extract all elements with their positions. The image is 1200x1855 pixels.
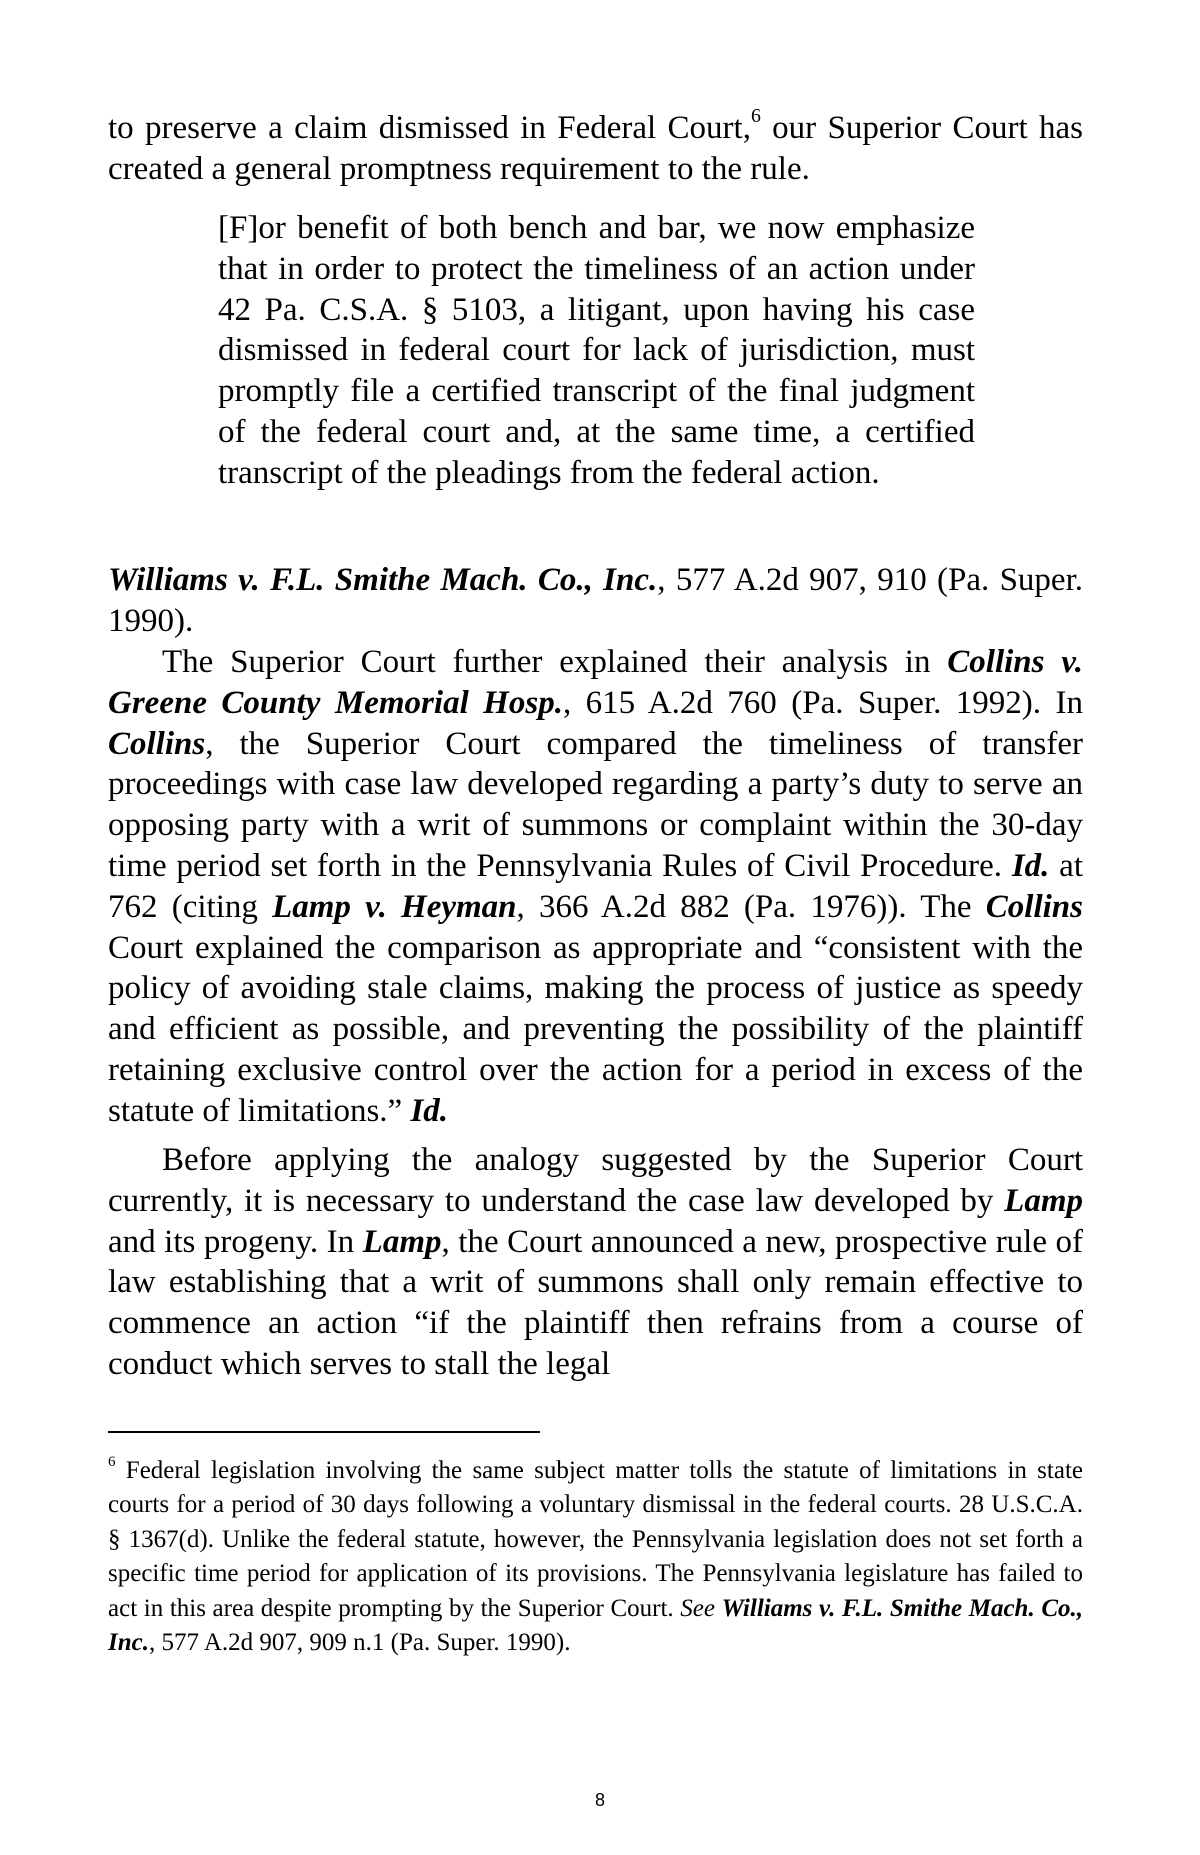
citation-reporter: , 577 A.2d 907, 910 (Pa. Super. 1990). [108,562,1083,639]
paragraph-intro-text: to preserve a claim dismissed in Federal Court, [108,110,751,146]
id-citation: Id. [410,1092,449,1129]
paragraph-collins [108,642,1083,1132]
text-run: The Superior Court further explained their analysis in [162,644,948,680]
signal-see: See [680,1594,715,1622]
text-run: Court explained the comparison as appropriate and “consistent with the policy of avoiding stale claims, making the process of justice as speedy and efficient as possible, and preventing the possibility of the plaintiff retaining exclusive control over the action for a period in excess of the statute of limitations.” [108,929,1083,1129]
text-run: , 366 A.2d 882 (Pa. 1976)). The [516,888,986,925]
case-name-collins: Collins [108,725,206,762]
footnote-reference[interactable]: 6 [750,105,761,128]
text-run: , 577 A.2d 907, 909 n.1 (Pa. Super. 1990). [148,1629,571,1657]
text-run: , the Superior Court compared the timeliness of transfer proceedings with case law developed regarding a party’s duty to serve an opposing party with a writ of summons or complaint within the 30-day time period set forth in the Pennsylvania Rules of Civil Procedure. [108,725,1083,884]
text-run: Before applying the analogy suggested by the Superior Court currently, it is necessary to understand the case law developed by [108,1142,1083,1219]
footnote-separator [108,1431,540,1433]
paragraph-intro-text-cont: our Superior Court has created a general promptness requirement to the rule. [108,110,1083,187]
text-run: , 615 A.2d 760 (Pa. Super. 1992). In [562,684,1083,721]
case-name-williams: Williams v. F.L. Smithe Mach. Co., Inc. [108,1594,1084,1657]
paragraph-lamp [108,1140,1083,1385]
footnote-number: 6 [108,1453,116,1470]
block-quote: [F]or benefit of both bench and bar, we now emphasize that in order to protect the timeliness of an action under 42 Pa. C.S.A. § 5103, a litigant, upon having his case dismissed in federal court for lack of jurisdiction, must promptly file a certified transcript of the final judgment of the federal court and, at the same time, a certified transcript of the pleadings from the federal action. [218,210,975,491]
text-run: Federal legislation involving the same subject matter tolls the statute of limitations in state courts for a period of 30 days following a voluntary dismissal in the federal courts. 28 U.S.C.A. § 1367(d). Unlike the federal statute, however, the Pennsylvania legislation does not set forth a specific time period for application of its provisions. The Pennsylvania legislature has failed to act in this area despite prompting by the Superior Court. [108,1457,1083,1622]
case-name-lamp: Lamp [362,1223,442,1260]
text-run: at 762 (citing [108,847,1083,925]
page-number: 8 [594,1790,605,1810]
footnote-6 [108,1454,1083,1660]
text-run: , the Court announced a new, prospective rule of law establishing that a writ of summons shall only remain effective to commence an action “if the plaintiff then refrains from a course of conduct which serves to stall the legal [108,1223,1084,1382]
paragraph-intro [108,105,1083,190]
case-name-collins-full: Collins v. Greene County Memorial Hosp. [108,644,1083,721]
case-name-lamp: Lamp [1004,1182,1083,1219]
text-run: and its progeny. In [108,1223,363,1260]
case-name-williams: Williams v. F.L. Smithe Mach. Co., Inc. [108,562,658,598]
case-name-collins: Collins [985,888,1083,925]
citation-williams [108,560,1083,642]
case-name-lamp-heyman: Lamp v. Heyman [272,888,517,925]
id-citation: Id. [1011,847,1050,884]
